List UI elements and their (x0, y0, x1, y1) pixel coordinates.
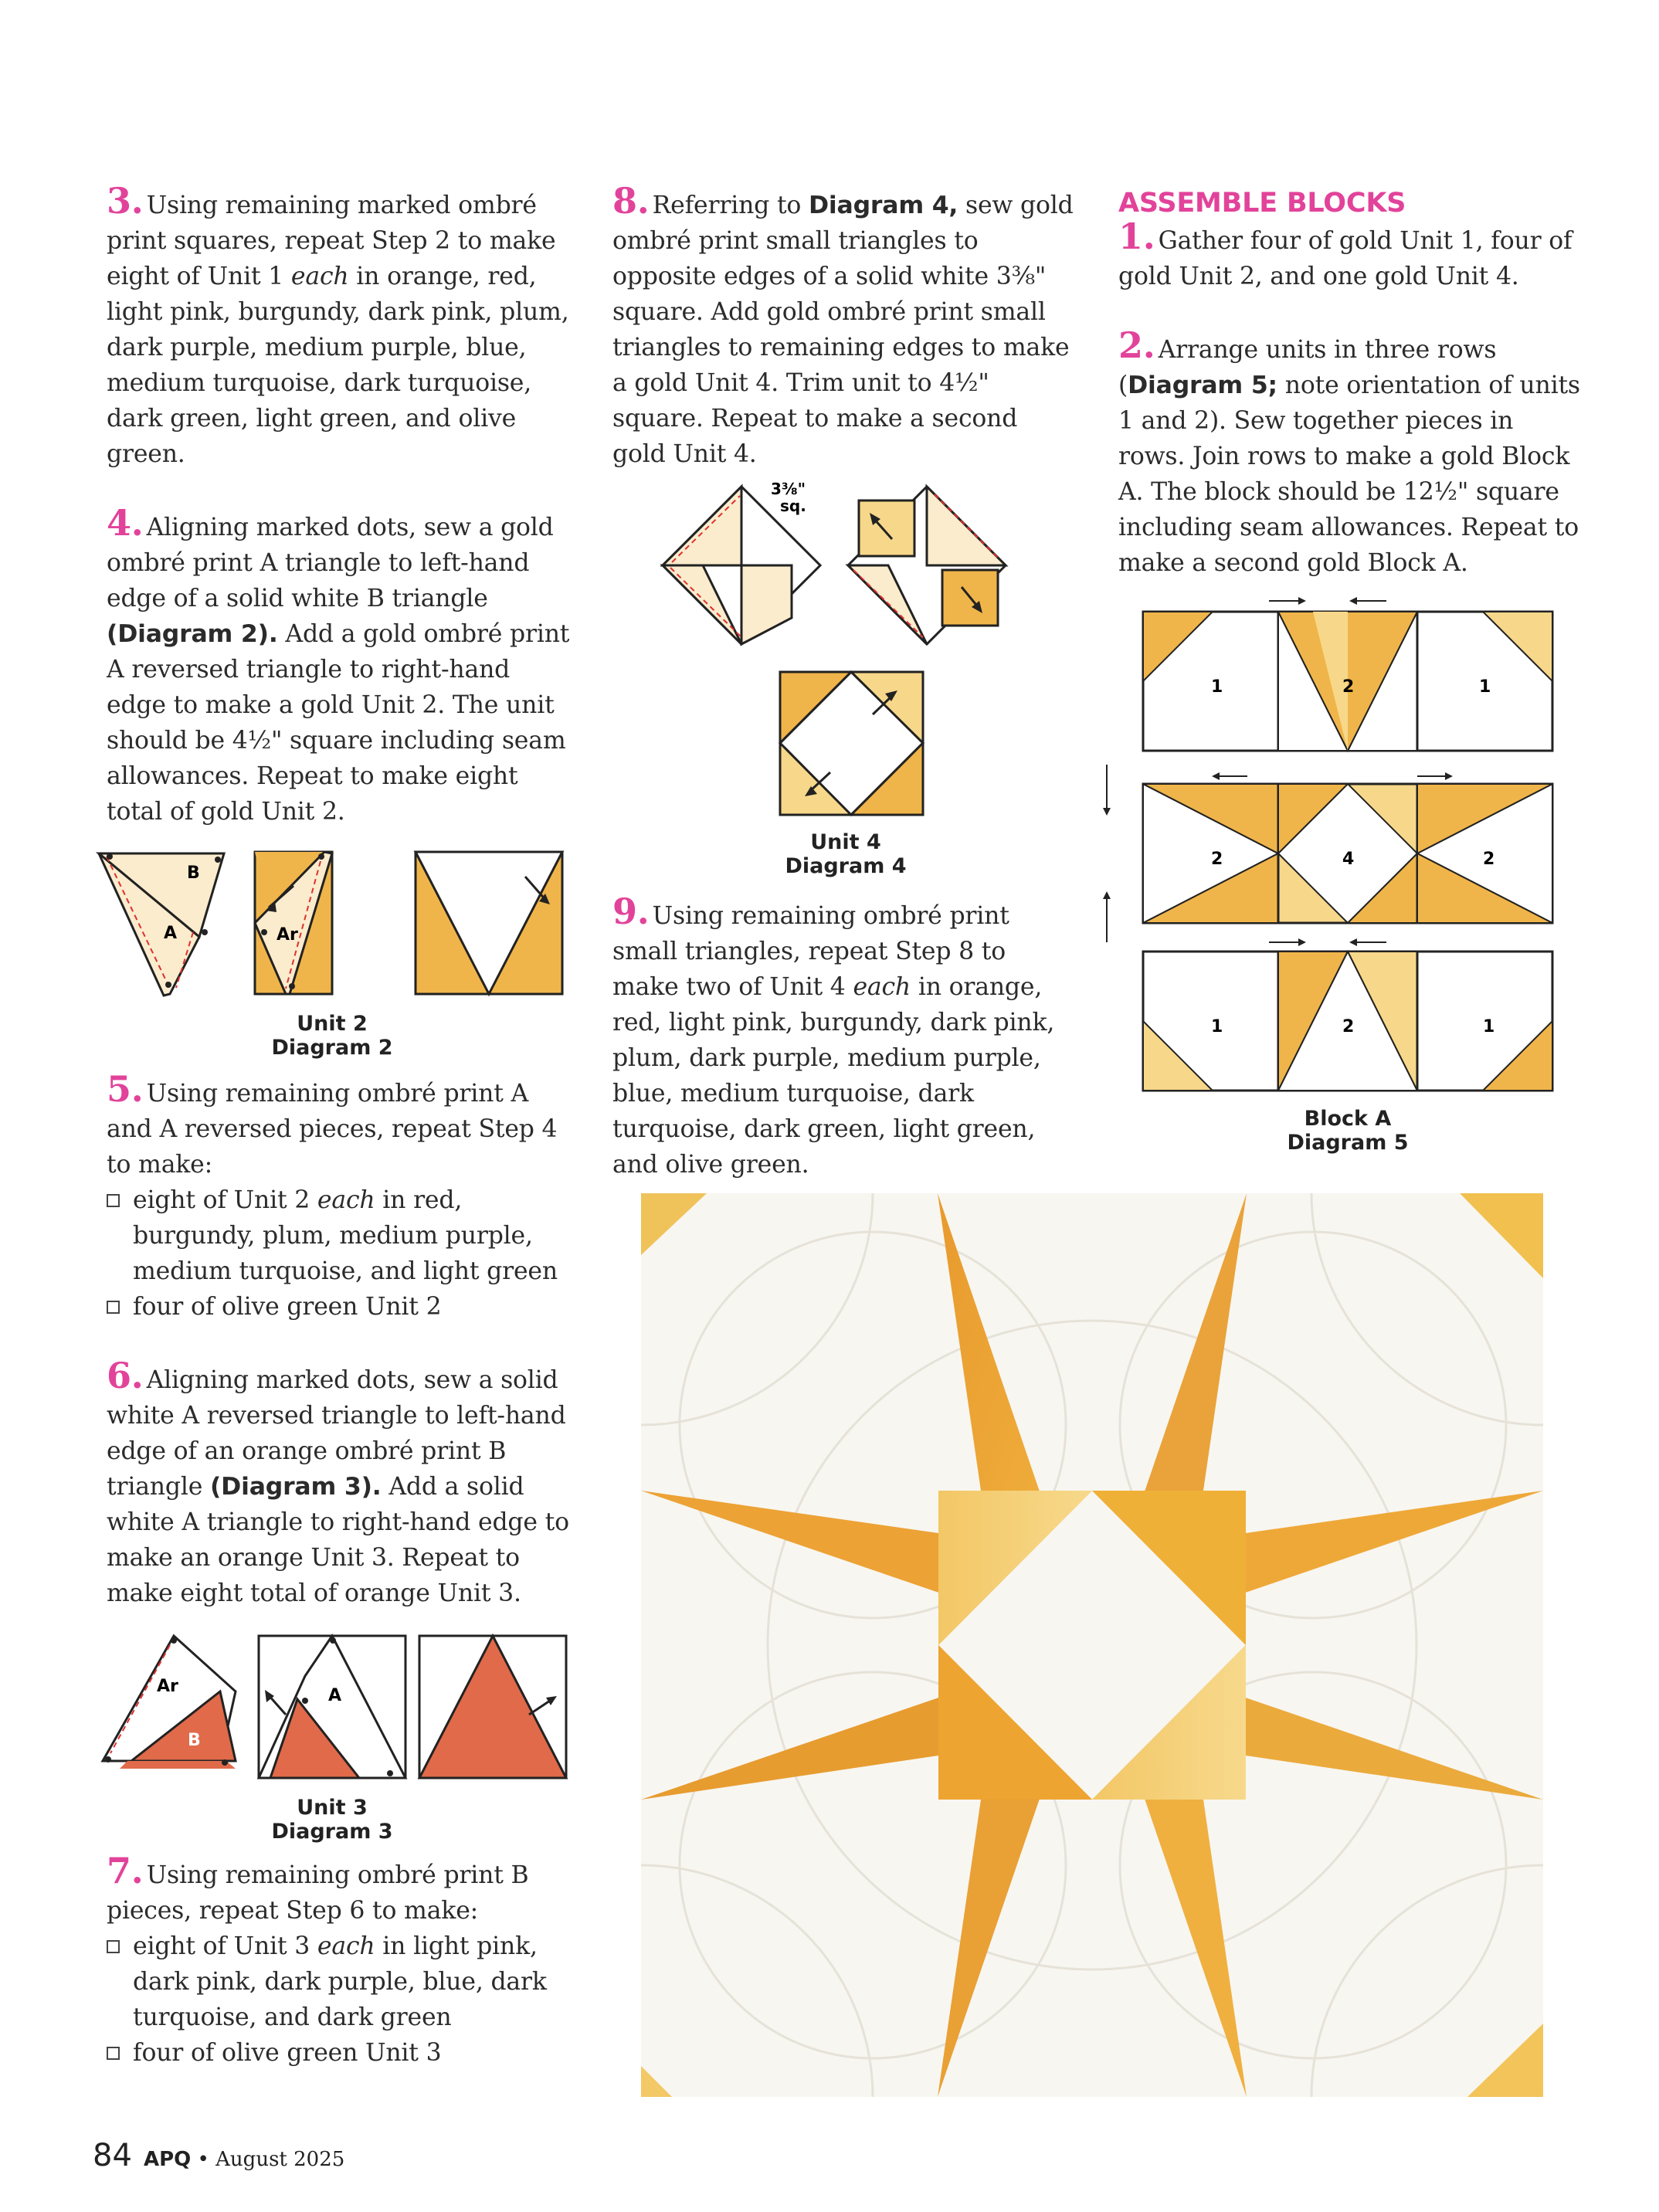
diagram-3-caption: Unit 3 Diagram 3 (271, 1796, 393, 1844)
left-column (107, 180, 570, 830)
step-number: 2. (1118, 324, 1155, 366)
step-number: 7. (107, 1850, 144, 1891)
step-number: 1. (1118, 215, 1155, 257)
size-label: 3⅜" (771, 480, 806, 498)
step-5: 5. Using remaining ombré print A and A reversed pieces, repeat Step 4 to make: (107, 1068, 558, 1179)
svg-text:1: 1 (1479, 677, 1491, 697)
middle-column-b (612, 891, 1076, 1182)
right-column (1118, 185, 1582, 581)
list-item: eight of Unit 3 each in light pink, dark pink, dark purple, blue, dark turquoise, and dark green (107, 1929, 570, 2035)
label-a: A (328, 1686, 342, 1705)
label-b: B (187, 863, 200, 883)
diagram-5 (1093, 587, 1556, 1104)
svg-text:2: 2 (1483, 850, 1495, 869)
label-ar: Ar (276, 925, 298, 945)
page-footer: 84 APQ • August 2025 (93, 2138, 345, 2173)
diagram-4-caption: Unit 4 Diagram 4 (785, 830, 907, 878)
list-item: four of olive green Unit 3 (107, 2035, 570, 2071)
magazine-name: APQ (144, 2148, 192, 2171)
middle-column (612, 180, 1076, 472)
page-number: 84 (93, 2138, 132, 2173)
size-label-2: sq. (780, 497, 806, 515)
step-number: 4. (107, 502, 144, 544)
svg-text:1: 1 (1211, 677, 1223, 697)
svg-text:2: 2 (1342, 677, 1355, 697)
quilt-block-photo (641, 1193, 1543, 2097)
diagram-3 (97, 1630, 575, 1784)
step-6: 6. Aligning marked dots, sew a solid white A reversed triangle to left-hand edge of an orange ombré print B triangle (Diagram 3). Add a solid white A triangle to right-hand edge to make an orange Unit 3. Repeat to make eight total of orange Unit 3. (107, 1355, 569, 1607)
label-b: B (188, 1731, 201, 1750)
left-column-b (107, 1068, 570, 1611)
step-number: 5. (107, 1068, 144, 1110)
step-7: 7. Using remaining ombré print B pieces, repeat Step 6 to make: (107, 1850, 529, 1925)
label-a: A (164, 924, 178, 943)
step-3: 3. Using remaining marked ombré print squares, repeat Step 2 to make eight of Unit 1 each in orange, red, light pink, burgundy, dark pink, plum, dark purple, medium purple, blue, medium turquoise, dark turquoise, dark green, light green, and olive green. (107, 180, 569, 468)
issue-date: August 2025 (215, 2148, 345, 2171)
diagram-2 (93, 846, 572, 1000)
step-number: 9. (612, 891, 650, 932)
svg-text:2: 2 (1342, 1017, 1355, 1036)
svg-text:1: 1 (1211, 1017, 1223, 1036)
label-ar: Ar (157, 1677, 178, 1696)
step-4: 4. Aligning marked dots, sew a gold ombré print A triangle to left-hand edge of a solid white B triangle (Diagram 2). Add a gold ombré print A reversed triangle to right-hand edge to make a gold Unit 2. The unit should be 4½" square including seam allowances. Repeat to make eight total of gold Unit 2. (107, 502, 570, 826)
diagram-4 (656, 479, 1035, 834)
step-number: 8. (612, 180, 650, 222)
svg-text:4: 4 (1342, 850, 1355, 869)
step-1: 1. Gather four of gold Unit 1, four of gold Unit 2, and one gold Unit 4. (1118, 215, 1572, 290)
step-7-list (107, 1929, 570, 2071)
diagram-2-caption: Unit 2 Diagram 2 (271, 1012, 393, 1060)
step-8: 8. Referring to Diagram 4, sew gold ombré print small triangles to opposite edges of a solid white 3⅜" square. Add gold ombré print small triangles to remaining edges to make a gold Unit 4. Trim unit to 4½" square. Repeat to make a second gold Unit 4. (612, 180, 1074, 468)
step-number: 3. (107, 180, 144, 222)
list-item: eight of Unit 2 each in red, burgundy, plum, medium purple, medium turquoise, and light green (107, 1182, 570, 1289)
svg-text:1: 1 (1483, 1017, 1495, 1036)
diagram-5-caption: Block A Diagram 5 (1287, 1107, 1409, 1155)
step-9: 9. Using remaining ombré print small triangles, repeat Step 8 to make two of Unit 4 each in orange, red, light pink, burgundy, dark pink, plum, dark purple, medium purple, blue, medium turquoise, dark turquoise, dark green, light green, and olive green. (612, 891, 1055, 1179)
svg-text:2: 2 (1211, 850, 1223, 869)
list-item: four of olive green Unit 2 (107, 1289, 570, 1325)
step-2: 2. Arrange units in three rows (Diagram 5; note orientation of units 1 and 2). Sew together pieces in rows. Join rows to make a gold Block A. The block should be 12½" square including seam allowances. Repeat to make a second gold Block A. (1118, 324, 1580, 577)
left-column-c (107, 1850, 570, 2071)
step-number: 6. (107, 1355, 144, 1396)
section-heading: ASSEMBLE BLOCKS (1118, 188, 1406, 219)
step-5-list (107, 1182, 570, 1325)
